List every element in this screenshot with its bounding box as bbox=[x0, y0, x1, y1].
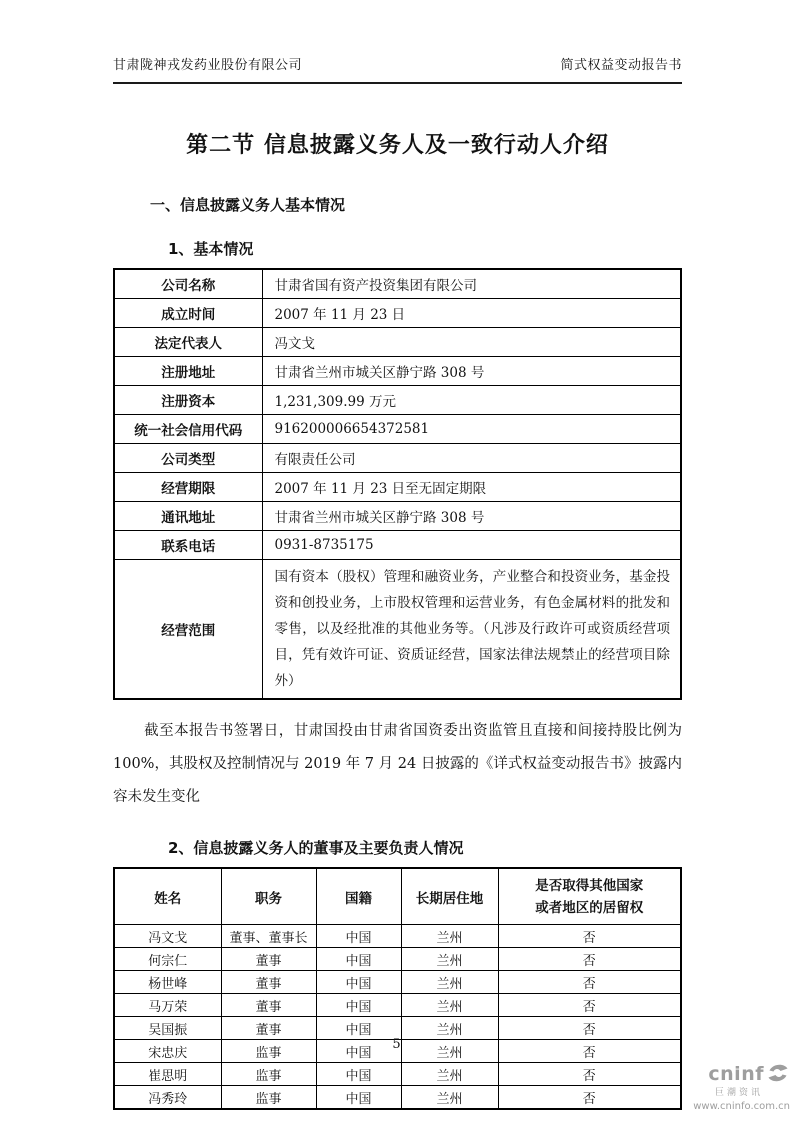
cell-name: 何宗仁 bbox=[114, 948, 221, 971]
cell-nationality: 中国 bbox=[316, 1063, 401, 1086]
row-label: 联系电话 bbox=[114, 531, 262, 560]
cninfo-brand-text: cninf bbox=[708, 1062, 764, 1085]
table-header-row bbox=[114, 868, 681, 925]
cell-permit: 否 bbox=[498, 1040, 681, 1063]
table-row bbox=[114, 925, 681, 948]
row-label: 公司名称 bbox=[114, 269, 262, 299]
cell-permit: 否 bbox=[498, 1063, 681, 1086]
column-header-permit-text: 是否取得其他国家或者地区的居留权 bbox=[535, 877, 644, 916]
cell-residence: 兰州 bbox=[401, 1017, 498, 1040]
table-row bbox=[114, 269, 681, 299]
row-value: 甘肃省国有资产投资集团有限公司 bbox=[262, 269, 681, 299]
subsection-heading-basic-info: 1、基本情况 bbox=[168, 240, 254, 258]
cell-nationality: 中国 bbox=[316, 925, 401, 948]
basic-info-table bbox=[113, 268, 682, 700]
page-title: 第二节 信息披露义务人及一致行动人介绍 bbox=[186, 133, 609, 158]
cell-name: 杨世峰 bbox=[114, 971, 221, 994]
cell-name: 冯秀玲 bbox=[114, 1086, 221, 1110]
table-row bbox=[114, 357, 681, 386]
cninfo-logo bbox=[693, 1061, 790, 1112]
row-value: 2007 年 11 月 23 日至无固定期限 bbox=[262, 473, 681, 502]
page-content bbox=[113, 0, 682, 1110]
row-value: 0931-8735175 bbox=[262, 531, 681, 560]
running-header bbox=[113, 0, 682, 84]
cell-permit: 否 bbox=[498, 1017, 681, 1040]
row-value: 916200006654372581 bbox=[262, 415, 681, 444]
table-row bbox=[114, 502, 681, 531]
cell-residence: 兰州 bbox=[401, 1063, 498, 1086]
cell-residence: 兰州 bbox=[401, 948, 498, 971]
table-row bbox=[114, 971, 681, 994]
cninfo-name-cn: 巨潮资讯 bbox=[714, 1088, 763, 1099]
page-number: 5 bbox=[392, 1037, 401, 1052]
cninfo-brand-row bbox=[693, 1061, 790, 1089]
column-header-residence: 长期居住地 bbox=[401, 868, 498, 925]
table-row bbox=[114, 560, 681, 700]
table-row bbox=[114, 473, 681, 502]
column-header-permit bbox=[498, 868, 681, 925]
row-label: 通讯地址 bbox=[114, 502, 262, 531]
cell-name: 冯文戈 bbox=[114, 925, 221, 948]
row-value: 甘肃省兰州市城关区静宁路 308 号 bbox=[262, 357, 681, 386]
cell-name: 马万荣 bbox=[114, 994, 221, 1017]
row-value: 1,231,309.99 万元 bbox=[262, 386, 681, 415]
table-row bbox=[114, 994, 681, 1017]
table-row bbox=[114, 948, 681, 971]
cninfo-url: www.cninfo.com.cn bbox=[693, 1101, 790, 1112]
cell-residence: 兰州 bbox=[401, 1086, 498, 1110]
row-value: 有限责任公司 bbox=[262, 444, 681, 473]
header-company-name: 甘肃陇神戎发药业股份有限公司 bbox=[113, 58, 303, 73]
cell-name: 宋忠庆 bbox=[114, 1040, 221, 1063]
cell-nationality: 中国 bbox=[316, 971, 401, 994]
table-row bbox=[114, 299, 681, 328]
cell-permit: 否 bbox=[498, 948, 681, 971]
subsection-heading-directors: 2、信息披露义务人的董事及主要负责人情况 bbox=[168, 839, 464, 857]
cell-position: 董事、董事长 bbox=[221, 925, 316, 948]
cell-permit: 否 bbox=[498, 994, 681, 1017]
column-header-position: 职务 bbox=[221, 868, 316, 925]
row-label: 注册地址 bbox=[114, 357, 262, 386]
note-paragraph: 截至本报告书签署日，甘肃国投由甘肃省国资委出资监管且直接和间接持股比例为 100%，其股权及控制情况与 2019 年 7 月 24 日披露的《详式权益变动报告书》披露内容未发生变化 bbox=[113, 723, 682, 805]
section-heading-1: 一、信息披露义务人基本情况 bbox=[150, 196, 346, 214]
cell-residence: 兰州 bbox=[401, 1040, 498, 1063]
cell-position: 董事 bbox=[221, 1017, 316, 1040]
header-document-title: 简式权益变动报告书 bbox=[560, 58, 682, 73]
cell-position: 董事 bbox=[221, 994, 316, 1017]
row-value: 甘肃省兰州市城关区静宁路 308 号 bbox=[262, 502, 681, 531]
column-header-name: 姓名 bbox=[114, 868, 221, 925]
row-value: 冯文戈 bbox=[262, 328, 681, 357]
directors-table bbox=[113, 867, 682, 1110]
table-row bbox=[114, 531, 681, 560]
row-label: 法定代表人 bbox=[114, 328, 262, 357]
table-row bbox=[114, 444, 681, 473]
cell-residence: 兰州 bbox=[401, 925, 498, 948]
cell-nationality: 中国 bbox=[316, 1086, 401, 1110]
table-row bbox=[114, 386, 681, 415]
cell-position: 董事 bbox=[221, 971, 316, 994]
cell-position: 监事 bbox=[221, 1086, 316, 1110]
row-value: 2007 年 11 月 23 日 bbox=[262, 299, 681, 328]
cell-residence: 兰州 bbox=[401, 994, 498, 1017]
cell-position: 监事 bbox=[221, 1040, 316, 1063]
cell-nationality: 中国 bbox=[316, 994, 401, 1017]
cell-residence: 兰州 bbox=[401, 971, 498, 994]
cninfo-swirl-icon bbox=[766, 1061, 790, 1089]
cell-permit: 否 bbox=[498, 971, 681, 994]
table-row bbox=[114, 1086, 681, 1110]
cell-position: 监事 bbox=[221, 1063, 316, 1086]
cell-nationality: 中国 bbox=[316, 1040, 401, 1063]
row-label: 成立时间 bbox=[114, 299, 262, 328]
cell-nationality: 中国 bbox=[316, 948, 401, 971]
cell-name: 崔思明 bbox=[114, 1063, 221, 1086]
table-row bbox=[114, 328, 681, 357]
row-label: 注册资本 bbox=[114, 386, 262, 415]
cell-position: 董事 bbox=[221, 948, 316, 971]
table-row bbox=[114, 415, 681, 444]
table-row bbox=[114, 1063, 681, 1086]
cell-permit: 否 bbox=[498, 925, 681, 948]
cell-name: 吴国振 bbox=[114, 1017, 221, 1040]
cell-nationality: 中国 bbox=[316, 1017, 401, 1040]
row-label: 经营期限 bbox=[114, 473, 262, 502]
row-label: 公司类型 bbox=[114, 444, 262, 473]
row-value: 国有资本（股权）管理和融资业务，产业整合和投资业务，基金投资和创投业务，上市股权管理和运营业务，有色金属材料的批发和零售，以及经批准的其他业务等。（凡涉及行政许可或资质经营项目，凭有效许可证、资质证经营，国家法律法规禁止的经营项目除外） bbox=[262, 560, 681, 700]
column-header-nationality: 国籍 bbox=[316, 868, 401, 925]
row-label: 经营范围 bbox=[114, 560, 262, 700]
cell-permit: 否 bbox=[498, 1086, 681, 1110]
row-label: 统一社会信用代码 bbox=[114, 415, 262, 444]
